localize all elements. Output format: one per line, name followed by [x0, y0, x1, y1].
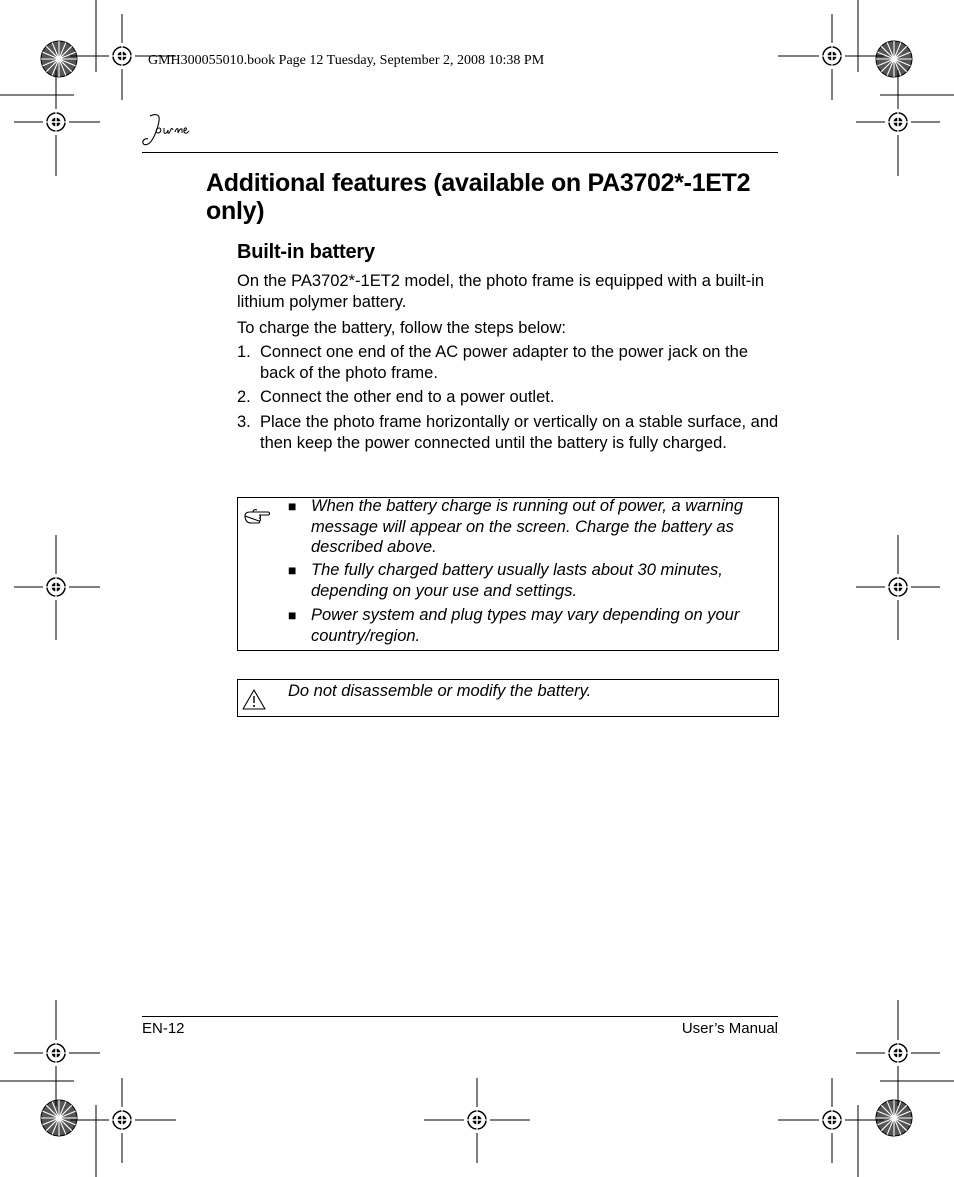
note-item: [288, 496, 778, 558]
steps-intro: To charge the battery, follow the steps below:: [237, 319, 566, 337]
square-bullet-icon: ■: [288, 562, 297, 578]
corner-starburst-bottom-right: [876, 1100, 912, 1136]
pointing-hand-icon: [244, 507, 272, 525]
caution-box: [237, 679, 779, 717]
crosshair-lower-left: [43, 1040, 69, 1066]
note-text: When the battery charge is running out of power, a warning message will appear on the screen. Charge the battery as described above.: [311, 497, 744, 556]
caution-text: Do not disassemble or modify the battery.: [288, 682, 592, 700]
crosshair-middle-left: [43, 574, 69, 600]
step-text: Place the photo frame horizontally or vertically on a stable surface, and then keep the power connected until the battery is fully charged.: [260, 413, 779, 452]
header-rule: [142, 152, 778, 153]
crosshair-bottom-right: [819, 1107, 845, 1133]
note-text: The fully charged battery usually lasts about 30 minutes, depending on your use and settings.: [311, 561, 723, 600]
step-number: 2.: [237, 388, 251, 406]
crosshair-upper-right: [885, 109, 911, 135]
corner-starburst-top-left: [41, 41, 77, 77]
square-bullet-icon: ■: [288, 498, 297, 514]
crosshair-top-right: [819, 43, 845, 69]
note-box: [237, 497, 779, 651]
footer-rule: [142, 1016, 778, 1017]
subsection-title: Built-in battery: [237, 241, 375, 263]
print-header: GMH300055010.book Page 12 Tuesday, September 2, 2008 10:38 PM: [148, 53, 545, 68]
step-number: 1.: [237, 343, 251, 361]
step-text: Connect one end of the AC power adapter to the power jack on the back of the photo frame.: [260, 343, 748, 382]
crosshair-middle-right: [885, 574, 911, 600]
crosshair-upper-left: [43, 109, 69, 135]
note-item: [288, 560, 778, 602]
manual-title: User’s Manual: [681, 1020, 778, 1037]
crosshair-top-left: [109, 43, 135, 69]
page-number: EN-12: [142, 1020, 185, 1037]
step-number: 3.: [237, 413, 251, 431]
section-title: Additional features (available on PA3702*-1ET2 only): [206, 169, 751, 225]
note-text: Power system and plug types may vary depending on your country/region.: [311, 606, 740, 645]
crosshair-bottom-left: [109, 1107, 135, 1133]
crosshair-bottom-center: [464, 1107, 490, 1133]
journe-script-logo: [140, 110, 210, 154]
corner-starburst-bottom-left: [41, 1100, 77, 1136]
warning-triangle-icon: [242, 689, 266, 710]
note-item: [288, 605, 778, 647]
intro-paragraph: On the PA3702*-1ET2 model, the photo frame is equipped with a built-in lithium polymer battery.: [237, 272, 765, 311]
crosshair-lower-right: [885, 1040, 911, 1066]
corner-starburst-top-right: [876, 41, 912, 77]
step-text: Connect the other end to a power outlet.: [260, 388, 555, 406]
square-bullet-icon: ■: [288, 607, 297, 623]
